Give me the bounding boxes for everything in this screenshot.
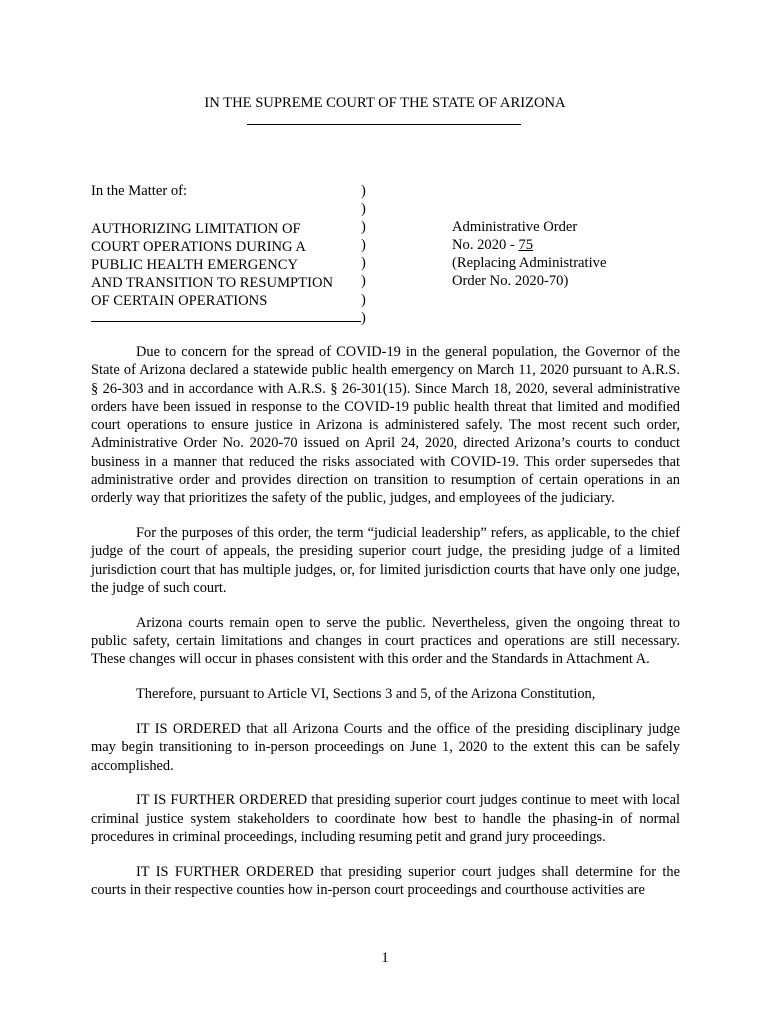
caption-paren: ) — [361, 291, 366, 308]
body-paragraph: Due to concern for the spread of COVID-19 in the general population, the Governor of the State of Arizona declared a statewide public health emergency on March 11, 2020 pursuant to A.R.S. § 26-303 and in accordance with A.R.S. § 26-301(15). Since March 18, 2020, several administrative orders have been issued in response to the COVID-19 public health threat that limited and modified court operations to ensure justice in Arizona is administered safely. The most recent such order, Administrative Order No. 2020-70 issued on April 24, 2020, directed Arizona’s courts to conduct business in a manner that reduced the risks associated with COVID-19. This order supersedes that administrative order and provides direction on transition to resumption of certain operations in an orderly way that prioritizes the safety of the public, judges, and employees of the judiciary. — [91, 344, 680, 507]
caption-paren: ) — [361, 201, 366, 218]
body-paragraph: For the purposes of this order, the term “judicial leadership” refers, as applicable, to the chief judge of the court of appeals, the presiding superior court judge, the presiding judge of a limited jurisdiction court that has multiple judges, or, for limited jurisdiction courts that have only one judge, the judge of such court. — [91, 525, 680, 597]
order-number-prefix: No. 2020 - — [452, 237, 519, 253]
caption-paren: ) — [361, 273, 366, 290]
replacing-line: (Replacing Administrative — [452, 255, 607, 271]
caption-order-info — [452, 218, 606, 290]
body-paragraph: Arizona courts remain open to serve the public. Nevertheless, given the ongoing threat to public safety, certain limitations and changes in court practices and operations are still necessary. These changes will occur in phases consistent with this order and the Standards in Attachment A. — [91, 614, 680, 668]
title-rule — [247, 124, 521, 125]
matter-line: AUTHORIZING LIMITATION OF — [91, 221, 301, 237]
order-number-line — [452, 236, 606, 254]
caption-paren: ) — [361, 183, 366, 199]
matter-line: OF CERTAIN OPERATIONS — [91, 293, 268, 309]
caption-parens — [361, 182, 366, 327]
matter-line: COURT OPERATIONS DURING A — [91, 239, 306, 255]
court-title: IN THE SUPREME COURT OF THE STATE OF ARIZONA — [204, 95, 566, 111]
caption-rule — [91, 321, 361, 322]
caption-paren: ) — [361, 255, 366, 272]
body-paragraph: IT IS ORDERED that all Arizona Courts and the office of the presiding disciplinary judge may begin transitioning to in-person proceedings on June 1, 2020 to the extent this can be safely accomplished. — [91, 721, 680, 774]
order-body — [91, 343, 680, 916]
replacing-line: Order No. 2020-70) — [452, 273, 569, 289]
body-paragraph: IT IS FURTHER ORDERED that presiding superior court judges shall determine for the courts in their respective counties how in-person court proceedings and courthouse activities are — [91, 863, 680, 899]
body-paragraph: Therefore, pursuant to Article VI, Sections 3 and 5, of the Arizona Constitution, — [136, 686, 596, 703]
matter-line: AND TRANSITION TO RESUMPTION — [91, 275, 334, 291]
caption-paren: ) — [361, 219, 366, 236]
page-number: 1 — [381, 950, 389, 966]
order-number: 75 — [518, 237, 534, 253]
caption-matter — [91, 182, 333, 310]
caption-paren: ) — [361, 237, 366, 254]
matter-label: In the Matter of: — [91, 183, 188, 199]
caption-paren: ) — [361, 309, 366, 326]
matter-line: PUBLIC HEALTH EMERGENCY — [91, 257, 299, 273]
body-paragraph: IT IS FURTHER ORDERED that presiding superior court judges continue to meet with local criminal justice system stakeholders to coordinate how best to handle the phasing-in of normal procedures in criminal proceedings, including resuming petit and grand jury proceedings. — [91, 792, 680, 846]
order-title: Administrative Order — [452, 219, 578, 235]
